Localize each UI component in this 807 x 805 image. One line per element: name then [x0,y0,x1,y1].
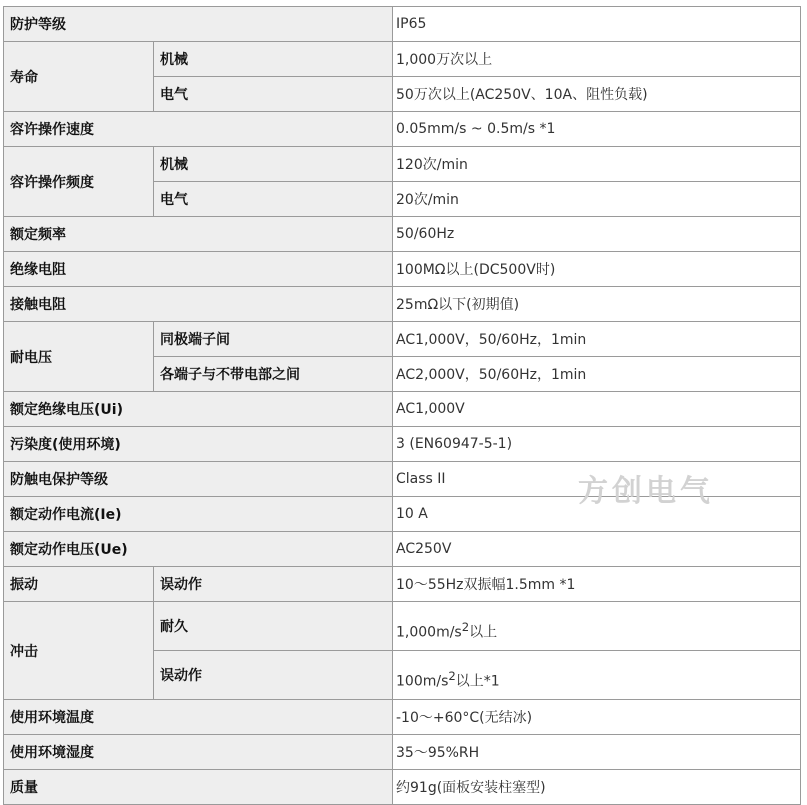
label-vibration: 振动 [4,567,154,602]
value-withstand-diff: AC2,000V，50/60Hz，1min [393,357,801,392]
label-life-mech: 机械 [154,42,393,77]
row-humidity [4,735,801,770]
label-op-freq: 容许操作频度 [4,147,154,217]
label-withstand-same: 同极端子间 [154,322,393,357]
label-mass: 质量 [4,770,393,805]
row-op-freq-mech [4,147,801,182]
label-humidity: 使用环境湿度 [4,735,393,770]
row-insulation [4,252,801,287]
value-impact-durability [393,602,801,651]
value-op-freq-elec: 20次/min [393,182,801,217]
value-ue: AC250V [393,532,801,567]
row-temperature [4,700,801,735]
row-contact-res [4,287,801,322]
value-life-mech: 1,000万次以上 [393,42,801,77]
label-vibration-sub: 误动作 [154,567,393,602]
row-life-mech [4,42,801,77]
row-protection [4,7,801,42]
value-impact-durability-suffix: 以上 [469,625,498,641]
value-life-elec: 50万次以上(AC250V、10A、阻性负载) [393,77,801,112]
value-withstand-same: AC1,000V，50/60Hz，1min [393,322,801,357]
label-ie: 额定动作电流(Ie) [4,497,393,532]
label-withstand-diff: 各端子与不带电部之间 [154,357,393,392]
label-withstand: 耐电压 [4,322,154,392]
value-op-freq-mech: 120次/min [393,147,801,182]
label-ue: 额定动作电压(Ue) [4,532,393,567]
value-ie: 10 A [393,497,801,532]
label-impact-malfunction: 误动作 [154,651,393,700]
row-shock-class [4,462,801,497]
value-impact-malfunction-main: 100m/s [396,674,449,690]
value-vibration: 10～55Hz双振幅1.5mm *1 [393,567,801,602]
row-op-speed [4,112,801,147]
value-insulation: 100MΩ以上(DC500V时) [393,252,801,287]
label-op-speed: 容许操作速度 [4,112,393,147]
value-impact-malfunction-suffix: 以上*1 [455,674,500,690]
row-vibration [4,567,801,602]
value-temperature: -10～+60°C(无结冰) [393,700,801,735]
value-ui: AC1,000V [393,392,801,427]
value-impact-durability-main: 1,000m/s [396,625,462,641]
row-withstand-same [4,322,801,357]
row-ie [4,497,801,532]
label-rated-freq: 额定频率 [4,217,393,252]
label-impact: 冲击 [4,602,154,700]
row-impact-durability [4,602,801,651]
label-op-freq-mech: 机械 [154,147,393,182]
value-protection: IP65 [393,7,801,42]
value-mass: 约91g(面板安装柱塞型) [393,770,801,805]
label-shock-class: 防触电保护等级 [4,462,393,497]
value-op-speed: 0.05mm/s ~ 0.5m/s *1 [393,112,801,147]
row-ui [4,392,801,427]
label-contact-res: 接触电阻 [4,287,393,322]
value-shock-class: Class II [393,462,801,497]
label-pollution: 污染度(使用环境) [4,427,393,462]
value-impact-malfunction [393,651,801,700]
label-life: 寿命 [4,42,154,112]
value-humidity: 35～95%RH [393,735,801,770]
value-contact-res: 25mΩ以下(初期值) [393,287,801,322]
label-protection: 防护等级 [4,7,393,42]
value-pollution: 3 (EN60947-5-1) [393,427,801,462]
label-insulation: 绝缘电阻 [4,252,393,287]
row-ue [4,532,801,567]
watermark: 方创电气 [578,474,714,509]
value-impact-malfunction-sup: 2 [448,669,456,684]
label-life-elec: 电气 [154,77,393,112]
row-pollution [4,427,801,462]
label-op-freq-elec: 电气 [154,182,393,217]
label-ui: 额定绝缘电压(Ui) [4,392,393,427]
row-mass [4,770,801,805]
label-impact-durability: 耐久 [154,602,393,651]
value-rated-freq: 50/60Hz [393,217,801,252]
label-temperature: 使用环境温度 [4,700,393,735]
row-rated-freq [4,217,801,252]
value-impact-durability-sup: 2 [461,620,470,635]
spec-table [3,6,801,805]
